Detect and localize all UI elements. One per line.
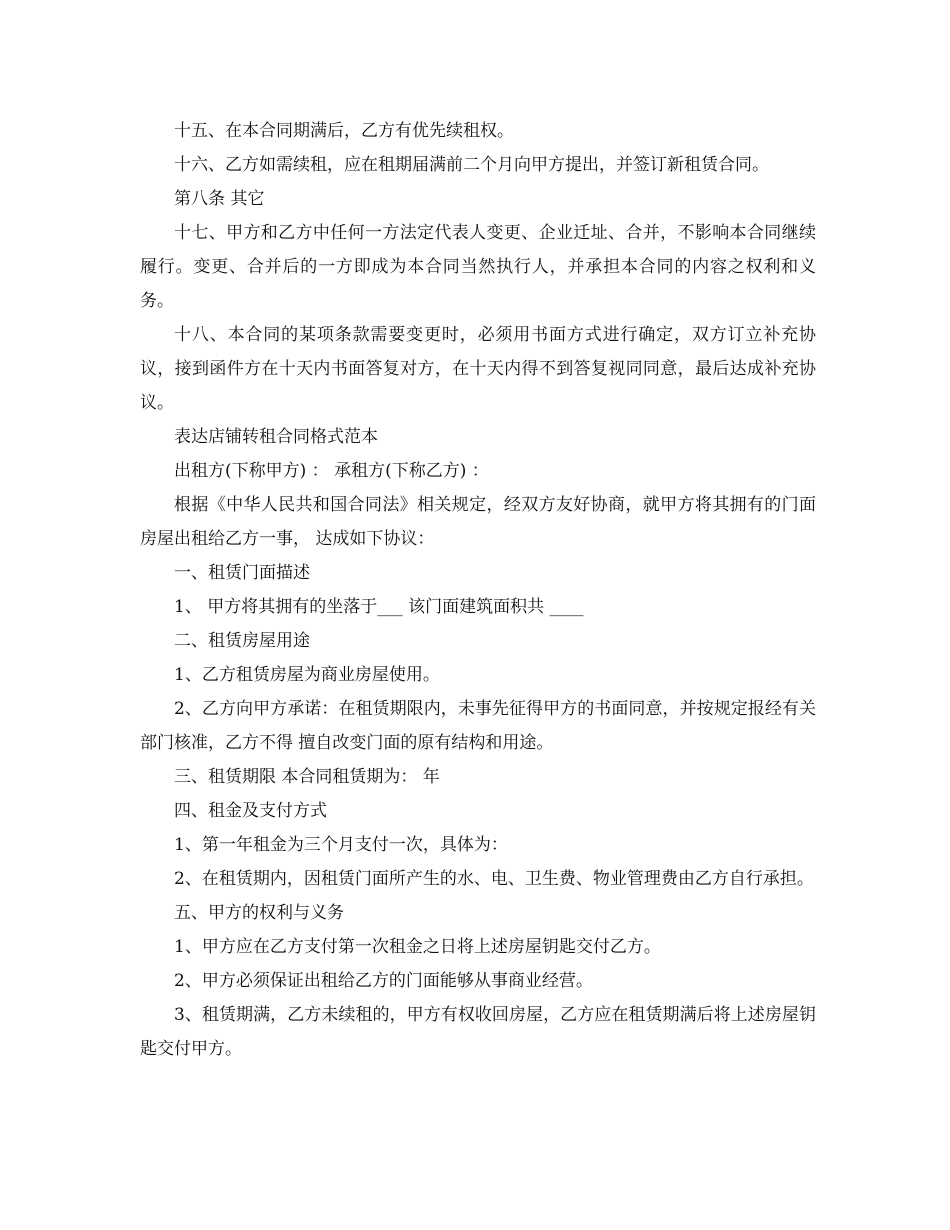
preamble: 根据《中华人民共和国合同法》相关规定，经双方友好协商，就甲方将其拥有的门面房屋出租给乙方一事， 达成如下协议： xyxy=(140,495,816,549)
article-8-heading: 第八条 其它 xyxy=(174,189,265,209)
section-4-item-2: 2、在租赁期内，因租赁门面所产生的水、电、卫生费、物业管理费由乙方自行承担。 xyxy=(174,869,814,889)
clause-17: 十七、甲方和乙方中任何一方法定代表人变更、企业迁址、合并，不影响本合同继续履行。变更、合并后的一方即成为本合同当然执行人，并承担本合同的内容之权利和义务。 xyxy=(140,223,816,311)
document-body xyxy=(140,114,816,1066)
section-2-item-1: 1、乙方租赁房屋为商业房屋使用。 xyxy=(174,665,440,685)
section-1-item-1: 1、 甲方将其拥有的坐落于___ 该门面建筑面积共 ____ xyxy=(174,597,584,617)
section-5-item-3: 3、租赁期满，乙方未续租的，甲方有权收回房屋，乙方应在租赁期满后将上述房屋钥匙交付甲方。 xyxy=(140,1005,816,1059)
parties-line: 出租方(下称甲方) ： 承租方(下称乙方) ： xyxy=(174,461,489,481)
section-4-heading: 四、租金及支付方式 xyxy=(174,801,327,821)
template-title: 表达店铺转租合同格式范本 xyxy=(174,427,378,447)
clause-15: 十五、在本合同期满后，乙方有优先续租权。 xyxy=(174,121,514,141)
section-4-item-1: 1、第一年租金为三个月支付一次，具体为： xyxy=(174,835,508,855)
section-5-item-1: 1、甲方应在乙方支付第一次租金之日将上述房屋钥匙交付乙方。 xyxy=(174,937,661,957)
section-3-heading: 三、租赁期限 本合同租赁期为： 年 xyxy=(174,767,440,787)
section-5-item-2: 2、甲方必须保证出租给乙方的门面能够从事商业经营。 xyxy=(174,971,593,991)
clause-18: 十八、本合同的某项条款需要变更时，必须用书面方式进行确定，双方订立补充协议，接到函件方在十天内书面答复对方，在十天内得不到答复视同同意，最后达成补充协议。 xyxy=(140,325,816,413)
section-5-heading: 五、甲方的权利与义务 xyxy=(174,903,344,923)
section-2-item-2: 2、乙方向甲方承诺：在租赁期限内，未事先征得甲方的书面同意，并按规定报经有关部门核准，乙方不得 擅自改变门面的原有结构和用途。 xyxy=(140,699,816,753)
clause-16: 十六、乙方如需续租，应在租期届满前二个月向甲方提出，并签订新租赁合同。 xyxy=(174,155,769,175)
section-1-heading: 一、租赁门面描述 xyxy=(174,563,310,583)
section-2-heading: 二、租赁房屋用途 xyxy=(174,631,310,651)
